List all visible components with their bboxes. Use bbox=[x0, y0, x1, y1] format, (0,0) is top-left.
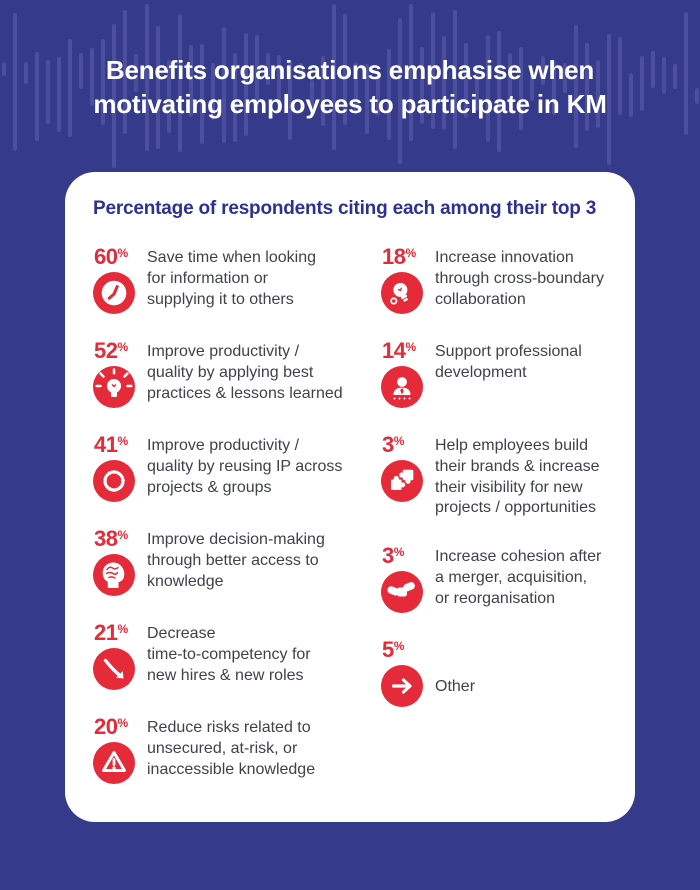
percent-sign: % bbox=[405, 340, 417, 354]
stat-number: 18 bbox=[382, 244, 406, 269]
stat-label-line: for information or bbox=[147, 269, 268, 287]
stat-badge-column bbox=[93, 716, 139, 784]
stat-label-line: development bbox=[435, 363, 527, 381]
percent-sign: % bbox=[117, 622, 129, 636]
stat-badge-column bbox=[93, 528, 139, 596]
stat-badge-column bbox=[381, 639, 427, 707]
stat-label-line: Increase cohesion after bbox=[435, 548, 602, 566]
innovation-bulb-icon bbox=[381, 272, 423, 314]
stat-label-line: knowledge bbox=[147, 572, 224, 590]
stat-label-line: through cross-boundary bbox=[435, 269, 604, 287]
stat-label-line: through better access to bbox=[147, 551, 319, 569]
stat-number: 3 bbox=[382, 543, 394, 569]
stat-item bbox=[93, 622, 381, 690]
stat-label bbox=[147, 528, 325, 592]
stat-item bbox=[381, 639, 607, 707]
stat-badge-column bbox=[93, 622, 139, 690]
stat-label-line: Decrease bbox=[147, 625, 216, 642]
stat-number: 5 bbox=[382, 637, 394, 663]
stat-label-line: Help employees build bbox=[435, 437, 588, 454]
clock-icon bbox=[93, 272, 135, 314]
stat-label bbox=[435, 340, 582, 384]
stat-item bbox=[93, 246, 381, 314]
stat-value bbox=[94, 622, 128, 644]
stat-number: 20 bbox=[94, 714, 118, 739]
stat-label-line: practices & lessons learned bbox=[147, 384, 343, 402]
stat-badge-column bbox=[381, 340, 427, 408]
stat-label-line: Improve productivity / bbox=[147, 437, 300, 454]
stats-card bbox=[65, 172, 635, 822]
recycle-icon bbox=[93, 460, 135, 502]
puzzle-icon bbox=[381, 460, 423, 502]
stat-label-line: Increase innovation bbox=[435, 249, 574, 266]
stat-number: 14 bbox=[382, 338, 406, 363]
stat-label bbox=[435, 675, 475, 698]
stat-value bbox=[382, 639, 404, 661]
stat-label bbox=[147, 716, 315, 780]
stat-label bbox=[147, 622, 311, 686]
stat-label-line: their brands & increase bbox=[435, 457, 600, 475]
stat-label-line: Other bbox=[435, 678, 476, 696]
stat-value bbox=[382, 545, 404, 567]
stat-label-line: Reduce risks related to bbox=[147, 719, 311, 736]
stat-label-line: unsecured, at-risk, or bbox=[147, 739, 298, 757]
percent-sign: % bbox=[117, 528, 129, 542]
stat-value bbox=[382, 340, 416, 362]
percent-sign: % bbox=[393, 639, 405, 654]
stat-label-line: quality by reusing IP across bbox=[147, 457, 343, 475]
stat-item bbox=[93, 716, 381, 784]
stats-columns bbox=[93, 246, 607, 784]
page-title-line-1: Benefits organisations emphasise when bbox=[105, 55, 595, 85]
decrease-arrow-icon bbox=[93, 648, 135, 690]
percent-sign: % bbox=[117, 716, 129, 730]
stat-value bbox=[94, 528, 128, 550]
stat-number: 52 bbox=[94, 338, 118, 363]
stat-badge-column bbox=[93, 340, 139, 408]
page-title-line-2: motivating employees to participate in KM bbox=[93, 88, 607, 119]
percent-sign: % bbox=[393, 434, 405, 448]
stat-label-line: inaccessible knowledge bbox=[147, 760, 316, 778]
stat-number: 3 bbox=[382, 432, 394, 457]
stat-label-line: Support professional bbox=[435, 343, 582, 360]
stat-number: 41 bbox=[94, 432, 118, 457]
stat-label-line: collaboration bbox=[435, 290, 526, 308]
stat-badge-column bbox=[93, 246, 139, 314]
stat-value bbox=[94, 434, 128, 456]
stat-label-line: Save time when looking bbox=[147, 249, 316, 266]
stat-label-line: Improve decision-making bbox=[147, 531, 325, 548]
warning-icon bbox=[93, 742, 135, 784]
stat-item bbox=[93, 528, 381, 596]
stat-label-line: Improve productivity / bbox=[147, 343, 300, 360]
professional-person-icon bbox=[381, 366, 423, 408]
stat-badge-column bbox=[381, 434, 427, 502]
stat-number: 21 bbox=[94, 620, 118, 645]
stat-label-line: projects / opportunities bbox=[435, 499, 596, 517]
stat-label bbox=[435, 434, 600, 519]
stat-item bbox=[93, 434, 381, 502]
stat-label-line: quality by applying best bbox=[147, 363, 314, 381]
stat-item bbox=[93, 340, 381, 408]
stat-label-line: or reorganisation bbox=[435, 589, 556, 607]
bright-idea-bulb-icon bbox=[93, 366, 135, 408]
stat-label bbox=[147, 340, 343, 404]
brain-head-icon bbox=[93, 554, 135, 596]
stat-label-line: their visibility for new bbox=[435, 478, 583, 496]
stat-label bbox=[435, 246, 604, 310]
stat-item bbox=[381, 246, 607, 314]
percent-sign: % bbox=[117, 246, 129, 260]
stats-column-right bbox=[381, 246, 607, 784]
stat-label bbox=[147, 434, 342, 498]
stat-value bbox=[94, 246, 128, 268]
percent-sign: % bbox=[405, 246, 417, 260]
stat-value bbox=[94, 340, 128, 362]
stat-badge-column bbox=[381, 545, 427, 613]
stat-label-line: projects & groups bbox=[147, 478, 272, 496]
stats-column-left bbox=[93, 246, 381, 784]
percent-sign: % bbox=[117, 434, 129, 448]
stat-item bbox=[381, 434, 607, 519]
percent-sign: % bbox=[393, 545, 405, 560]
stat-number: 60 bbox=[94, 244, 118, 269]
card-heading: Percentage of respondents citing each among their top 3 bbox=[93, 198, 597, 219]
stat-value bbox=[382, 246, 416, 268]
stat-badge-column bbox=[93, 434, 139, 502]
arrow-right-icon bbox=[381, 665, 423, 707]
percent-sign: % bbox=[117, 340, 129, 354]
stat-label-line: supplying it to others bbox=[147, 290, 294, 308]
stat-value bbox=[94, 716, 128, 738]
stat-label bbox=[147, 246, 316, 310]
stat-label-line: new hires & new roles bbox=[147, 666, 304, 684]
stat-value bbox=[382, 434, 404, 456]
stat-label-line: a merger, acquisition, bbox=[435, 568, 588, 586]
stat-label bbox=[435, 545, 601, 609]
stat-item bbox=[381, 545, 607, 613]
page-title bbox=[0, 54, 700, 122]
stat-label-line: time-to-competency for bbox=[147, 645, 311, 663]
handshake-icon bbox=[381, 571, 423, 613]
stat-number: 38 bbox=[94, 526, 118, 551]
stat-badge-column bbox=[381, 246, 427, 314]
stat-item bbox=[381, 340, 607, 408]
